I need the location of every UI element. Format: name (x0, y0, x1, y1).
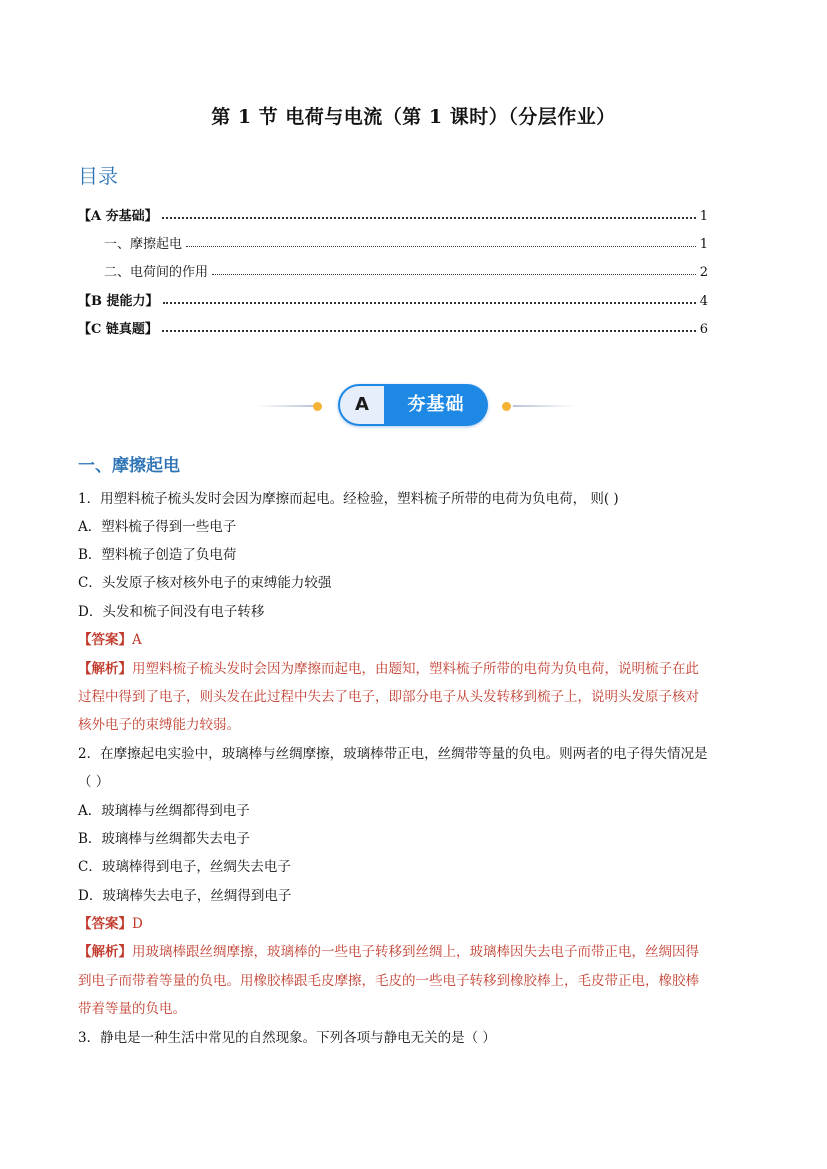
toc-item-page: 2 (699, 265, 708, 280)
toc-item-friction[interactable] (104, 232, 708, 252)
answer-tag: 【答案】 (78, 632, 132, 648)
toc-item-label: 【A 夯基础】 (78, 209, 158, 224)
toc-heading: 目录 (78, 164, 118, 188)
q1-analysis-line-2: 过程中得到了电子，则头发在此过程中失去了电子，即部分电子从头发转移到梳子上，说明头发原子核对 (78, 689, 699, 705)
analysis-tag: 【解析】 (78, 944, 132, 960)
toc-item-page: 6 (699, 322, 708, 337)
banner-right-dot (502, 402, 511, 411)
answer-value: D (132, 916, 143, 932)
q2-analysis-line-3: 带着等量的负电。 (78, 1001, 186, 1017)
banner-letter: A (340, 386, 384, 424)
toc-item-charge-interaction[interactable] (104, 260, 708, 280)
banner-text: 夯基础 (407, 394, 465, 415)
banner-pill (338, 384, 488, 426)
analysis-tag: 【解析】 (78, 661, 132, 677)
toc-item-label: 一、摩擦起电 (104, 237, 183, 252)
q2-option-d: D．玻璃棒失去电子，丝绸得到电子 (78, 888, 292, 904)
q1-stem: 1．用塑料梳子梳头发时会因为摩擦而起电。经检验，塑料梳子所带的电荷为负电荷， 则( ) (78, 491, 619, 507)
toc-item-page: 1 (699, 209, 708, 224)
section-heading: 一、摩擦起电 (78, 456, 180, 476)
toc-item-c[interactable] (78, 317, 708, 337)
banner-left-dot (313, 402, 322, 411)
toc-leader-dots (212, 273, 696, 275)
toc-leader-dots (163, 301, 696, 304)
toc-item-label: 【C 链真题】 (78, 322, 158, 337)
q2-option-a: A．玻璃棒与丝绸都得到电子 (78, 803, 250, 819)
toc-leader-dots (162, 216, 696, 219)
toc-item-label: 二、电荷间的作用 (104, 265, 209, 280)
toc-item-b[interactable] (78, 289, 708, 309)
q1-option-a: A．塑料梳子得到一些电子 (78, 519, 237, 535)
q1-analysis-line-3: 核外电子的束缚能力较弱。 (78, 717, 240, 733)
q2-answer (78, 912, 758, 932)
q1-answer (78, 628, 758, 648)
answer-value: A (132, 632, 142, 648)
analysis-text: 用玻璃棒跟丝绸摩擦，玻璃棒的一些电子转移到丝绸上，玻璃棒因失去电子而带正电，丝绸因得 (132, 944, 699, 960)
toc-item-page: 1 (699, 237, 708, 252)
q2-analysis-line-1 (78, 940, 758, 960)
q3-stem: 3．静电是一种生活中常见的自然现象。下列各项与静电无关的是（ ） (78, 1030, 496, 1046)
section-banner (250, 384, 580, 428)
answer-tag: 【答案】 (78, 916, 132, 932)
q1-option-d: D．头发和梳子间没有电子转移 (78, 604, 265, 620)
toc-item-page: 4 (699, 294, 708, 309)
toc-leader-dots (162, 329, 696, 332)
analysis-text: 用塑料梳子梳头发时会因为摩擦而起电，由题知，塑料梳子所带的电荷为负电荷，说明梳子在此 (132, 661, 699, 677)
banner-right-line (513, 405, 575, 407)
q2-analysis-line-2: 到电子而带着等量的负电。用橡胶棒跟毛皮摩擦，毛皮的一些电子转移到橡胶棒上，毛皮带正电，橡胶棒 (78, 973, 699, 989)
q1-option-c: C．头发原子核对核外电子的束缚能力较强 (78, 575, 332, 591)
q1-option-b: B．塑料梳子创造了负电荷 (78, 547, 237, 563)
banner-left-line (256, 405, 316, 407)
q2-option-b: B．玻璃棒与丝绸都失去电子 (78, 831, 250, 847)
toc-item-a[interactable] (78, 204, 708, 224)
page-title: 第 1 节 电荷与电流（第 1 课时）（分层作业） (211, 106, 616, 128)
q2-option-c: C．玻璃棒得到电子，丝绸失去电子 (78, 859, 291, 875)
q2-stem-line-2: （ ） (78, 774, 110, 790)
q2-stem-line-1: 2．在摩擦起电实验中，玻璃棒与丝绸摩擦，玻璃棒带正电，丝绸带等量的负电。则两者的电子得失情况是 (78, 746, 708, 762)
q1-analysis-line-1 (78, 657, 758, 677)
toc-leader-dots (186, 245, 696, 247)
toc-item-label: 【B 提能力】 (78, 294, 159, 309)
